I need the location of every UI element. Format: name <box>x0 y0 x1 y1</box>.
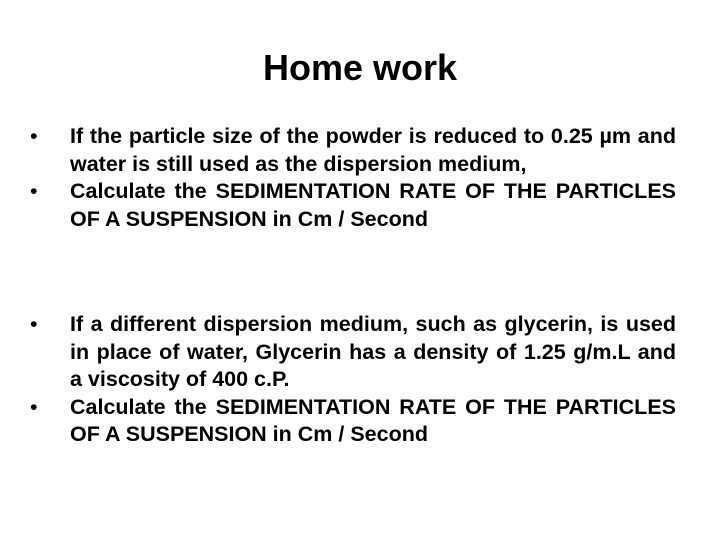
bullet-dot-icon: • <box>30 312 38 336</box>
bullet-text: Calculate the SEDIMENTATION RATE OF THE PARTICLES OF A SUSPENSION in Cm / Second <box>70 179 676 231</box>
bullet-text: If the particle size of the powder is reduced to 0.25 µm and water is still used as the dispersion medium, <box>70 124 676 176</box>
bullet-item <box>30 123 676 178</box>
bullet-text: Calculate the SEDIMENTATION RATE OF THE PARTICLES OF A SUSPENSION in Cm / Second <box>70 394 676 446</box>
bullet-item <box>30 311 676 394</box>
bullet-dot-icon: • <box>30 179 38 203</box>
bullet-group-2 <box>30 311 676 449</box>
bullet-dot-icon: • <box>30 394 38 419</box>
bullet-text: If a different dispersion medium, such as glycerin, is used in place of water, Glycerin has a density of 1.25 g/m.L and a viscosity of 400 c.P. <box>70 312 676 391</box>
slide-title: Home work <box>262 47 458 88</box>
bullet-item <box>30 394 676 449</box>
bullet-item <box>30 178 676 233</box>
bullet-dot-icon: • <box>30 124 38 148</box>
bullet-group-1 <box>30 123 676 233</box>
